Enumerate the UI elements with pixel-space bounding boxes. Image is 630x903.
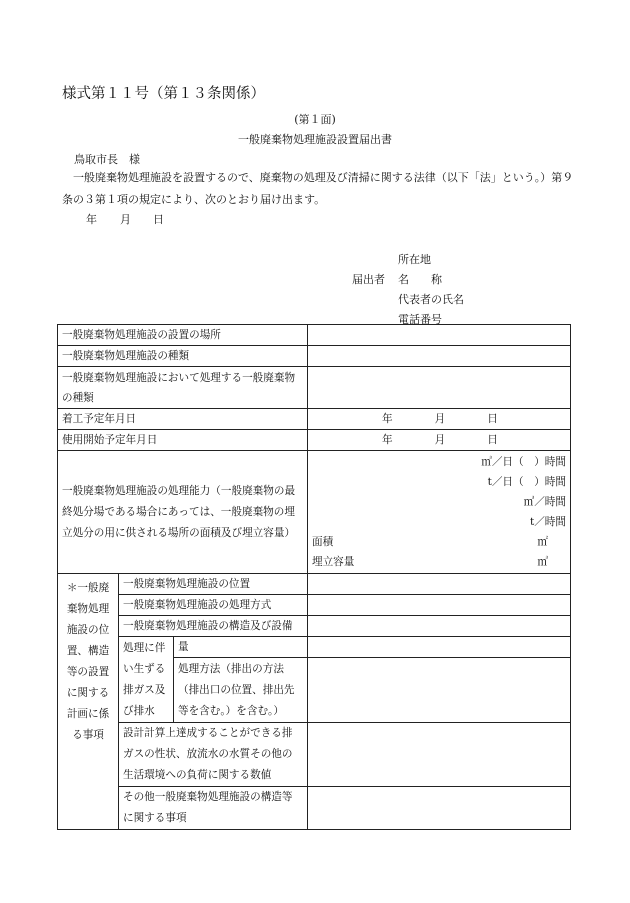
volume-label: 埋立容量 [312, 556, 355, 568]
use-start-value[interactable] [308, 430, 571, 451]
treatment-label: 処理方法（排出の方法（排出口の位置、排出先等を含む。）を含む。） [174, 658, 308, 723]
capacity-value[interactable] [308, 451, 571, 574]
treatment-value[interactable] [308, 658, 571, 723]
structure-value[interactable] [308, 616, 571, 637]
area-label: 面積 [312, 536, 334, 548]
design-label: 設計計算上達成することができる排ガスの性状、放流水の水質その他の生活環境への負荷に関する数値 [119, 723, 308, 787]
use-start-day: 日 [487, 434, 498, 446]
design-value[interactable] [308, 723, 571, 787]
capacity-line-3: ㎥／時間 [523, 496, 566, 508]
capacity-line-1: ㎥／日（ ）時間 [481, 456, 566, 468]
facility-type-value[interactable] [308, 346, 571, 367]
location-value[interactable] [308, 325, 571, 346]
notification-table [57, 324, 571, 830]
location-label: 一般廃棄物処理施設の設置の場所 [58, 325, 308, 346]
applicant-representative-label: 代表者の氏名 [398, 293, 464, 306]
construction-start-label: 着工予定年月日 [58, 409, 308, 430]
page-label: (第１面) [294, 113, 336, 126]
construction-year: 年 [382, 413, 393, 425]
use-start-month: 月 [434, 434, 446, 446]
date-year-label: 年 [86, 213, 97, 226]
area-unit: ㎡ [537, 536, 548, 548]
construction-day: 日 [487, 413, 498, 425]
applicant-role-label: 届出者 [352, 273, 385, 286]
waste-type-value[interactable] [308, 367, 571, 409]
date-month-label: 月 [120, 213, 131, 226]
date-day-label: 日 [153, 213, 164, 226]
facility-type-label: 一般廃棄物処理施設の種類 [58, 346, 308, 367]
document-title: 一般廃棄物処理施設設置届出書 [238, 133, 392, 146]
use-start-label: 使用開始予定年月日 [58, 430, 308, 451]
applicant-phone-label: 電話番号 [398, 313, 442, 326]
applicant-name-label-2: 称 [431, 273, 442, 286]
amount-label: 量 [174, 637, 308, 658]
method-label: 一般廃棄物処理施設の処理方式 [119, 595, 308, 616]
position-label: 一般廃棄物処理施設の位置 [119, 574, 308, 595]
exhaust-label: 処理に伴い生ずる排ガス及び排水 [119, 637, 174, 723]
construction-start-value[interactable] [308, 409, 571, 430]
capacity-label: 一般廃棄物処理施設の処理能力（一般廃棄物の最終処分場である場合にあっては、一般廃棄物の埋立処分の用に供される場所の面積及び埋立容量） [58, 451, 308, 574]
waste-type-label: 一般廃棄物処理施設において処理する一般廃棄物の種類 [58, 367, 308, 409]
position-value[interactable] [308, 574, 571, 595]
amount-value[interactable] [308, 637, 571, 658]
plan-label: ＊一般廃棄物処理施設の位置、構造等の設置に関する計画に係る事項 [58, 574, 119, 830]
other-label: その他一般廃棄物処理施設の構造等に関する事項 [119, 787, 308, 830]
capacity-line-2: t／日（ ）時間 [487, 476, 566, 488]
declaration-paragraph: 一般廃棄物処理施設を設置するので、廃棄物の処理及び清掃に関する法律（以下「法」という。）第９条の３第１項の規定により、次のとおり届け出ます。 [62, 171, 574, 206]
structure-label: 一般廃棄物処理施設の構造及び設備 [119, 616, 308, 637]
form-number: 様式第１１号（第１３条関係） [62, 86, 265, 102]
volume-unit: ㎥ [537, 556, 548, 568]
applicant-address-label: 所在地 [398, 253, 431, 266]
construction-month: 月 [434, 413, 446, 425]
other-value[interactable] [308, 787, 571, 830]
method-value[interactable] [308, 595, 571, 616]
addressee: 鳥取市長 様 [74, 153, 140, 166]
use-start-year: 年 [382, 434, 393, 446]
capacity-line-4: t／時間 [529, 516, 566, 528]
applicant-name-label-1: 名 [398, 273, 409, 286]
